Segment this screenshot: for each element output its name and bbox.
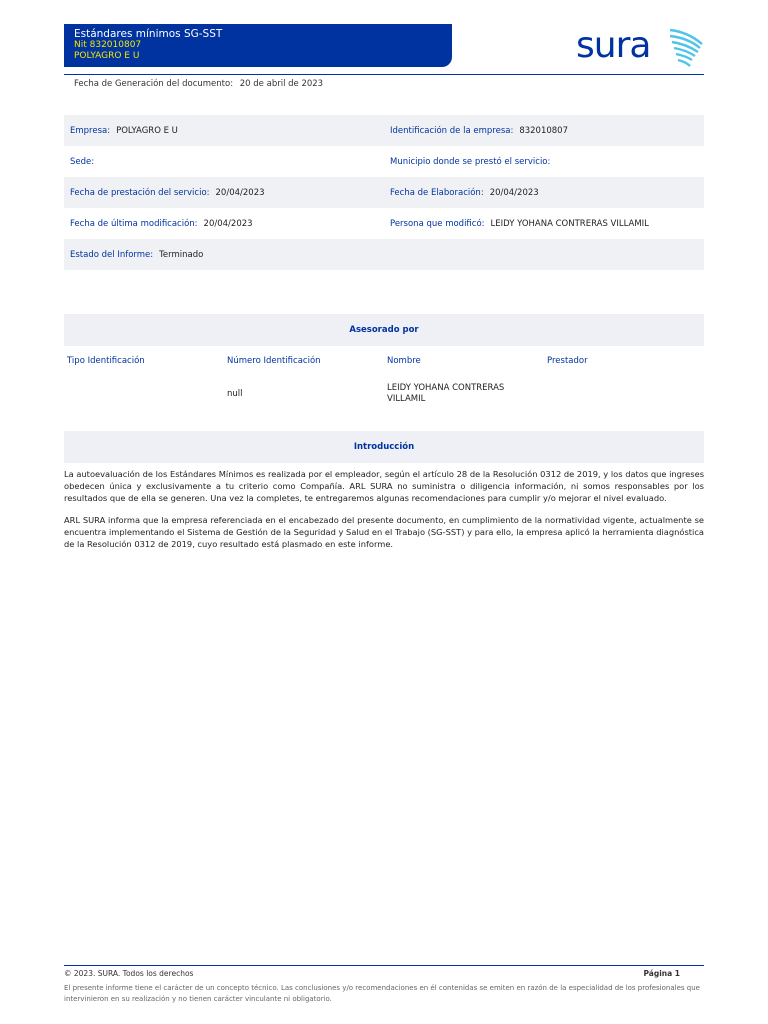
prestacion-value: 20/04/2023 — [215, 187, 265, 198]
generation-date-value: 20 de abril de 2023 — [239, 79, 324, 89]
col-nombre: Nombre — [387, 356, 421, 366]
modificacion-value: 20/04/2023 — [203, 218, 253, 229]
col-tipo-identificacion: Tipo Identificación — [67, 356, 145, 366]
introduccion-section-title: Introducción — [64, 431, 704, 463]
header-divider — [64, 74, 704, 75]
footer-disclaimer: El presente informe tiene el carácter de un concepto técnico. Las conclusiones y/o recomendaciones en él contenidas se emiten en razón de la especialidad de los profesionales que intervinieron en su realización y no tienen carácter vinculante ni obligatorio. — [64, 984, 700, 1003]
persona-value: LEIDY YOHANA CONTRERAS VILLAMIL — [490, 218, 649, 229]
nombre-line-2: VILLAMIL — [387, 394, 426, 404]
intro-paragraph-2: ARL SURA informa que la empresa referenciada en el encabezado del presente documento, en cumplimiento de la normatividad vigente, actualmente se encuentra implementando el Sistema de Gestión de la Seguridad y Salud en el Trabajo (SG-SST) y para ello, la empresa aplicó la herramienta diagnóstica de la Resolución 0312 de 2019, cuyo resultado está plasmado en este informe. — [64, 515, 704, 549]
col-numero-identificacion: Número Identificación — [227, 356, 321, 366]
municipio-label: Municipio donde se prestó el servicio: — [390, 156, 551, 167]
footer-copyright: © 2023. SURA. Todos los derechos — [64, 969, 194, 978]
prestacion-label: Fecha de prestación del servicio: — [70, 187, 210, 198]
info-row — [64, 177, 704, 208]
empresa-label: Empresa: — [70, 125, 111, 136]
company-name: POLYAGRO E U — [74, 51, 140, 61]
estado-value: Terminado — [159, 249, 204, 260]
info-row — [64, 239, 704, 270]
table-row — [64, 381, 704, 407]
cell-numero: null — [227, 389, 243, 399]
footer-divider — [64, 965, 704, 966]
sura-logo-text: sura — [576, 25, 651, 66]
intro-paragraph-1: La autoevaluación de los Estándares Mínimos es realizada por el empleador, según el artículo 28 de la Resolución 0312 de 2019, y los datos que ingreses obedecen única y exclusivamente a tu criterio como Compañía. ARL SURA no suministra o diligencia información, ni somos responsables por los resultados que de ella se generen. Una vez la completes, te entregaremos algunas recomendaciones para cumplir y/o mejorar el nivel evaluado. — [64, 469, 705, 503]
elaboracion-label: Fecha de Elaboración: — [390, 187, 484, 198]
nombre-line-1: LEIDY YOHANA CONTRERAS — [387, 383, 505, 393]
modificacion-label: Fecha de última modificación: — [70, 218, 198, 229]
id-empresa-label: Identificación de la empresa: — [390, 125, 514, 136]
sura-logo — [576, 24, 706, 72]
persona-label: Persona que modificó: — [390, 218, 485, 229]
company-nit: Nit 832010807 — [74, 40, 142, 50]
asesorado-table-header — [64, 356, 704, 366]
elaboracion-value: 20/04/2023 — [489, 187, 539, 198]
report-title: Estándares mínimos SG-SST — [74, 28, 223, 40]
report-header — [64, 24, 452, 67]
estado-label: Estado del Informe: — [70, 249, 154, 260]
id-empresa-value: 832010807 — [519, 125, 568, 136]
sede-label: Sede: — [70, 156, 95, 167]
company-info-table — [64, 115, 704, 270]
sura-wings-icon — [668, 26, 704, 70]
info-row — [64, 146, 704, 177]
cell-nombre — [384, 383, 544, 405]
info-row — [64, 208, 704, 239]
generation-date — [74, 79, 327, 89]
empresa-value: POLYAGRO E U — [116, 125, 178, 136]
col-prestador: Prestador — [547, 356, 588, 366]
introduccion-body — [64, 469, 704, 562]
generation-date-label: Fecha de Generación del documento: — [74, 79, 234, 89]
page-number: Página 1 — [643, 969, 680, 978]
asesorado-section-title: Asesorado por — [64, 314, 704, 346]
info-row — [64, 115, 704, 146]
